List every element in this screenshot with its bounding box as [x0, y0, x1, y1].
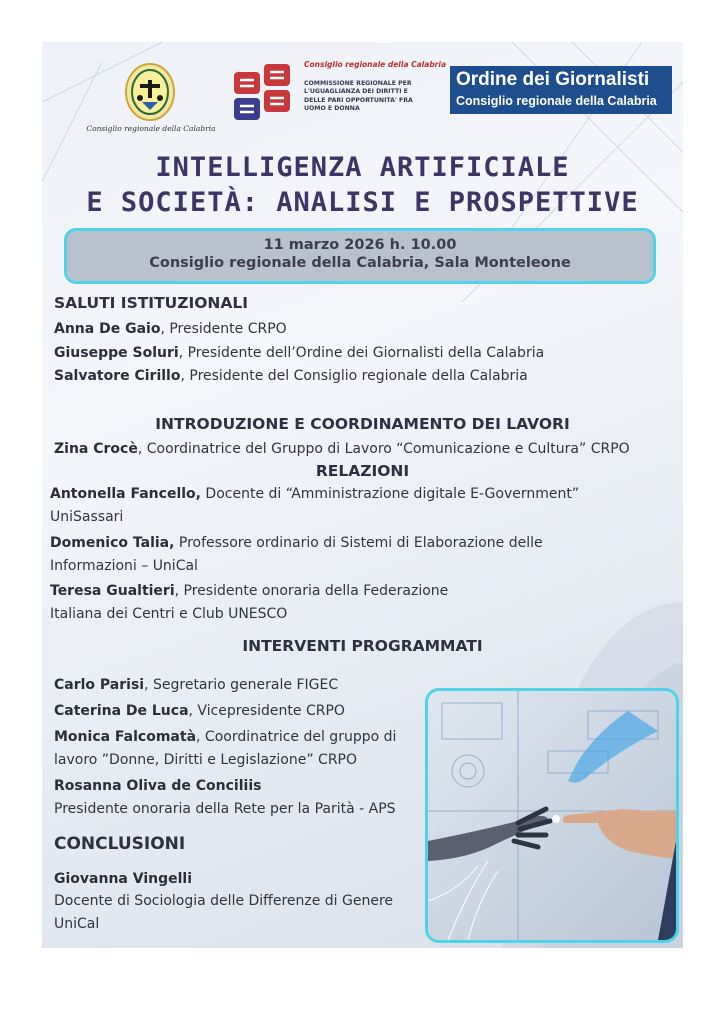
speaker-row [50, 583, 448, 599]
commission-line: DELLE PARI OPPORTUNITA' FRA [304, 96, 413, 104]
ai-hands-illustration [425, 688, 679, 943]
speaker-name: Monica Falcomatà [54, 729, 197, 745]
speaker-name: Giovanna Vingelli [54, 871, 193, 887]
speaker-role: , Presidente onoraria della Federazione [174, 583, 449, 599]
speaker-role: Professore ordinario di Sistemi di Elaborazione delle [174, 535, 543, 551]
speaker-role: , Coordinatrice del gruppo di [196, 729, 397, 745]
event-datetime: 11 marzo 2026 h. 10.00 [263, 237, 457, 253]
speaker-name: Salvatore Cirillo [54, 368, 181, 384]
saluti-heading: SALUTI ISTITUZIONALI [54, 294, 249, 312]
speaker-row [54, 368, 528, 384]
speaker-affiliation: Informazioni – UniCal [50, 558, 198, 574]
commission-line: COMMISSIONE REGIONALE PER [304, 80, 412, 87]
event-title-line1: INTELLIGENZA ARTIFICIALE [155, 152, 570, 183]
speaker-role: , Vicepresidente CRPO [188, 703, 345, 719]
event-venue: Consiglio regionale della Calabria, Sala Monteleone [149, 255, 571, 271]
speaker-row [54, 729, 396, 745]
speaker-row [54, 441, 630, 457]
robot-human-hands-image [428, 691, 676, 940]
speaker-name: Giuseppe Soluri [54, 345, 179, 361]
speaker-role: , Segretario generale FIGEC [144, 677, 339, 693]
commission-logo [232, 58, 292, 124]
commission-line: UOMO E DONNA [304, 105, 360, 113]
speaker-role: , Presidente dell’Ordine dei Giornalisti della Calabria [178, 345, 545, 361]
speaker-name: Carlo Parisi [54, 677, 145, 693]
speaker-row [54, 677, 338, 693]
ordine-subtitle: Consiglio regionale della Calabria [456, 94, 657, 108]
speaker-role: Docente di “Amministrazione digitale E-Government” [200, 486, 580, 502]
speaker-name: Antonella Fancello, [50, 486, 201, 502]
speaker-name: Anna De Gaio [54, 321, 161, 337]
speaker-row [54, 871, 192, 887]
commission-description [304, 80, 454, 114]
speaker-name: Teresa Gualtieri [50, 583, 175, 599]
regional-crest-logo [124, 62, 176, 122]
event-title-line2: E SOCIETÀ: ANALISI E PROSPETTIVE [86, 187, 639, 218]
crest-caption: Consiglio regionale della Calabria [86, 124, 216, 133]
ordine-title: Ordine dei Giornalisti [456, 69, 650, 90]
speaker-row [54, 703, 345, 719]
interventi-heading: INTERVENTI PROGRAMMATI [242, 637, 483, 655]
commission-line: L'UGUAGLIANZA DEI DIRITTI E [304, 88, 408, 96]
speaker-role: , Coordinatrice del Gruppo di Lavoro “Comunicazione e Cultura” CRPO [137, 441, 630, 457]
event-date-box [64, 228, 656, 284]
poster [42, 42, 683, 948]
speaker-name: Domenico Talia, [50, 535, 175, 551]
speaker-role: , Presidente CRPO [160, 321, 287, 337]
conclusioni-heading: CONCLUSIONI [54, 834, 186, 854]
speaker-row [50, 535, 543, 551]
speaker-name: Zina Crocè [54, 441, 138, 457]
speaker-name: Rosanna Oliva de Conciliis [54, 778, 262, 794]
speaker-affiliation: UniSassari [50, 509, 124, 525]
speaker-name: Caterina De Luca [54, 703, 189, 719]
speaker-affiliation: UniCal [54, 916, 100, 932]
speaker-row [50, 486, 579, 502]
speaker-row [54, 778, 261, 794]
commission-org-name: Consiglio regionale della Calabria [304, 60, 447, 69]
speaker-affiliation: lavoro ”Donne, Diritti e Legislazione” CRPO [54, 752, 358, 768]
speaker-row [54, 321, 287, 337]
introduzione-heading: INTRODUZIONE E COORDINAMENTO DEI LAVORI [155, 415, 570, 433]
speaker-row [54, 345, 544, 361]
speaker-affiliation: Presidente onoraria della Rete per la Parità - APS [54, 801, 396, 817]
speaker-affiliation: Italiana dei Centri e Club UNESCO [50, 606, 288, 622]
speaker-role: , Presidente del Consiglio regionale della Calabria [180, 368, 528, 384]
ordine-giornalisti-logo [450, 66, 672, 114]
relazioni-heading: RELAZIONI [315, 462, 410, 480]
speaker-affiliation: Docente di Sociologia delle Differenze di Genere [54, 893, 394, 909]
